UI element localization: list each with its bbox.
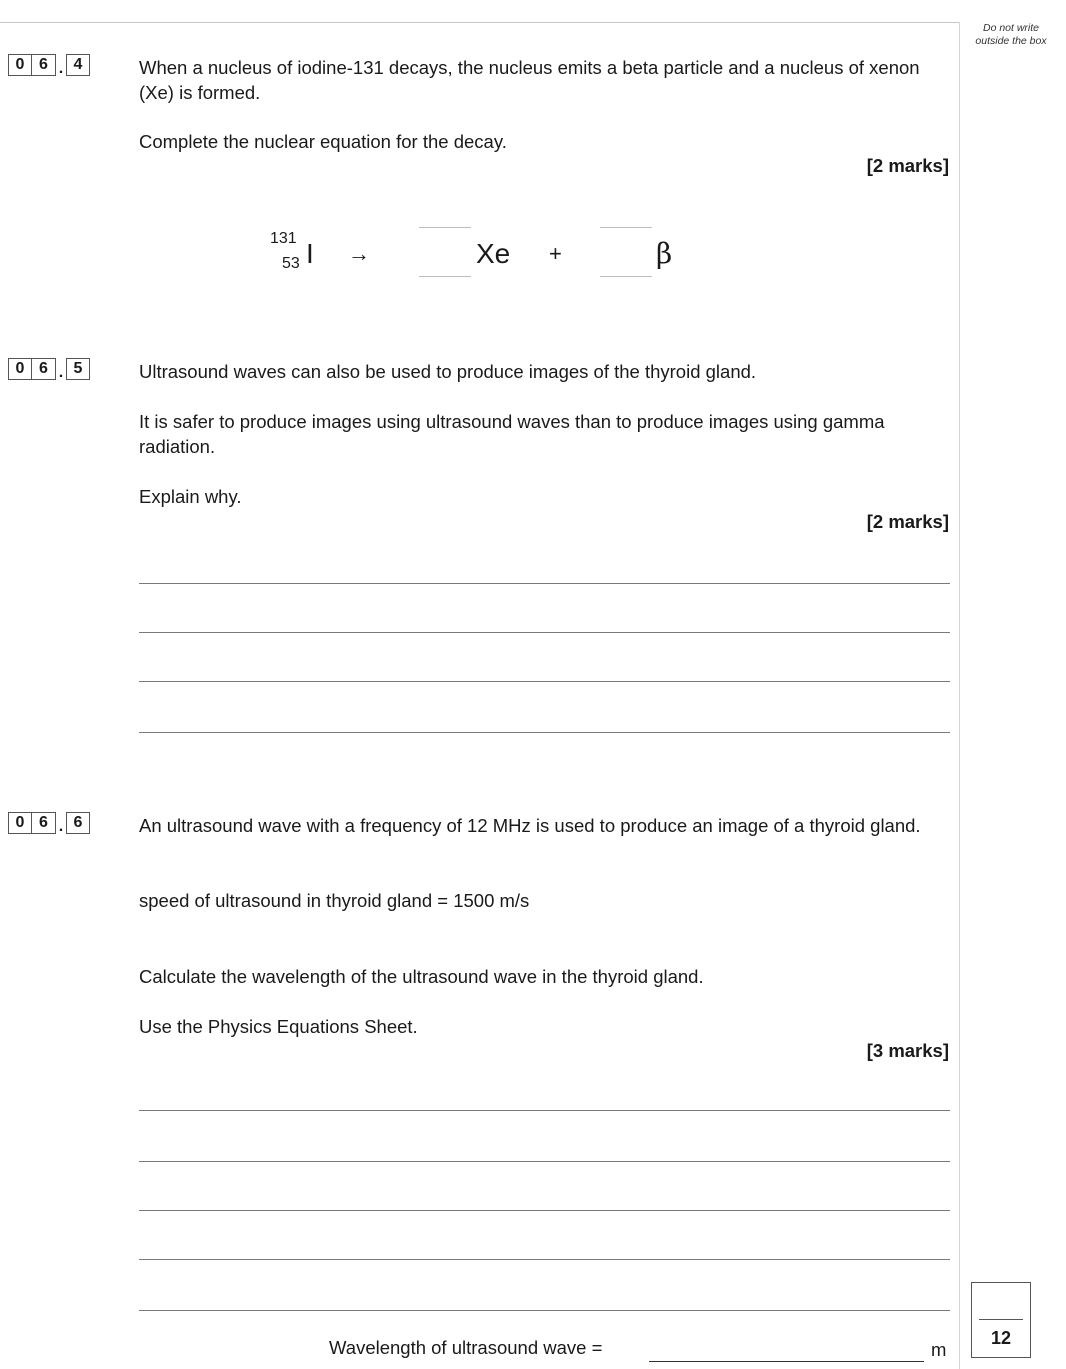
q064-marks: [2 marks]	[866, 155, 949, 176]
working-line[interactable]	[139, 1310, 950, 1311]
question-dot: .	[58, 60, 64, 77]
question-digit: 0	[8, 54, 32, 76]
question-digit: 6	[32, 358, 56, 380]
plus-sign: +	[549, 241, 562, 266]
top-rule	[0, 22, 960, 23]
q065-marks: [2 marks]	[866, 511, 949, 532]
working-line[interactable]	[139, 1210, 950, 1211]
beta-numbers-blank[interactable]	[600, 227, 652, 277]
question-digit: 0	[8, 358, 32, 380]
iodine-atomic-number: 53	[282, 255, 300, 272]
q064-intro-text: When a nucleus of iodine-131 decays, the nucleus emits a beta particle and a nucleus of xenon (Xe) is formed.	[139, 57, 920, 103]
answer-line[interactable]	[139, 583, 950, 584]
q066-instruction-text: Calculate the wavelength of the ultrasound wave in the thyroid gland.	[139, 966, 704, 987]
xenon-symbol: Xe	[476, 238, 511, 269]
margin-note: Do not write outside the box	[975, 22, 1047, 47]
q065-instruction-text: Explain why.	[139, 486, 242, 507]
page-total-marks: 12	[990, 1328, 1012, 1348]
q066-given-data: speed of ultrasound in thyroid gland = 1500 m/s	[139, 890, 530, 911]
question-digit: 5	[66, 358, 90, 380]
question-digit: 6	[32, 54, 56, 76]
score-divider	[979, 1319, 1023, 1320]
reaction-arrow: →	[348, 241, 370, 266]
question-number-06-5	[8, 356, 90, 382]
q065-intro-text: Ultrasound waves can also be used to produce images of the thyroid gland.	[139, 361, 757, 382]
working-line[interactable]	[139, 1259, 950, 1260]
question-digit: 0	[8, 812, 32, 834]
q064-instruction-text: Complete the nuclear equation for the decay.	[139, 131, 507, 152]
q066-equation-sheet-note: Use the Physics Equations Sheet.	[139, 1016, 418, 1037]
wavelength-answer-label: Wavelength of ultrasound wave =	[329, 1337, 603, 1358]
iodine-symbol: I	[306, 238, 314, 269]
xenon-numbers-blank[interactable]	[419, 227, 471, 277]
nuclear-equation	[262, 225, 712, 285]
q066-intro-text: An ultrasound wave with a frequency of 12 MHz is used to produce an image of a thyroid gland.	[139, 815, 921, 836]
answer-line[interactable]	[139, 681, 950, 682]
iodine-mass-number: 131	[270, 230, 297, 247]
question-digit: 6	[32, 812, 56, 834]
question-dot: .	[58, 364, 64, 381]
answer-line[interactable]	[139, 732, 950, 733]
question-digit: 4	[66, 54, 90, 76]
question-digit: 6	[66, 812, 90, 834]
working-line[interactable]	[139, 1161, 950, 1162]
q065-statement-text: It is safer to produce images using ultrasound waves than to produce images using gamma radiation.	[139, 411, 885, 457]
question-dot: .	[58, 818, 64, 835]
question-number-06-6	[8, 810, 90, 836]
q066-marks: [3 marks]	[866, 1040, 949, 1061]
wavelength-unit: m	[931, 1339, 947, 1360]
beta-symbol: β	[656, 237, 673, 270]
wavelength-answer-field[interactable]	[649, 1361, 924, 1362]
working-line[interactable]	[139, 1110, 950, 1111]
question-number-06-4	[8, 52, 90, 78]
answer-line[interactable]	[139, 632, 950, 633]
margin-rule	[959, 22, 960, 1369]
